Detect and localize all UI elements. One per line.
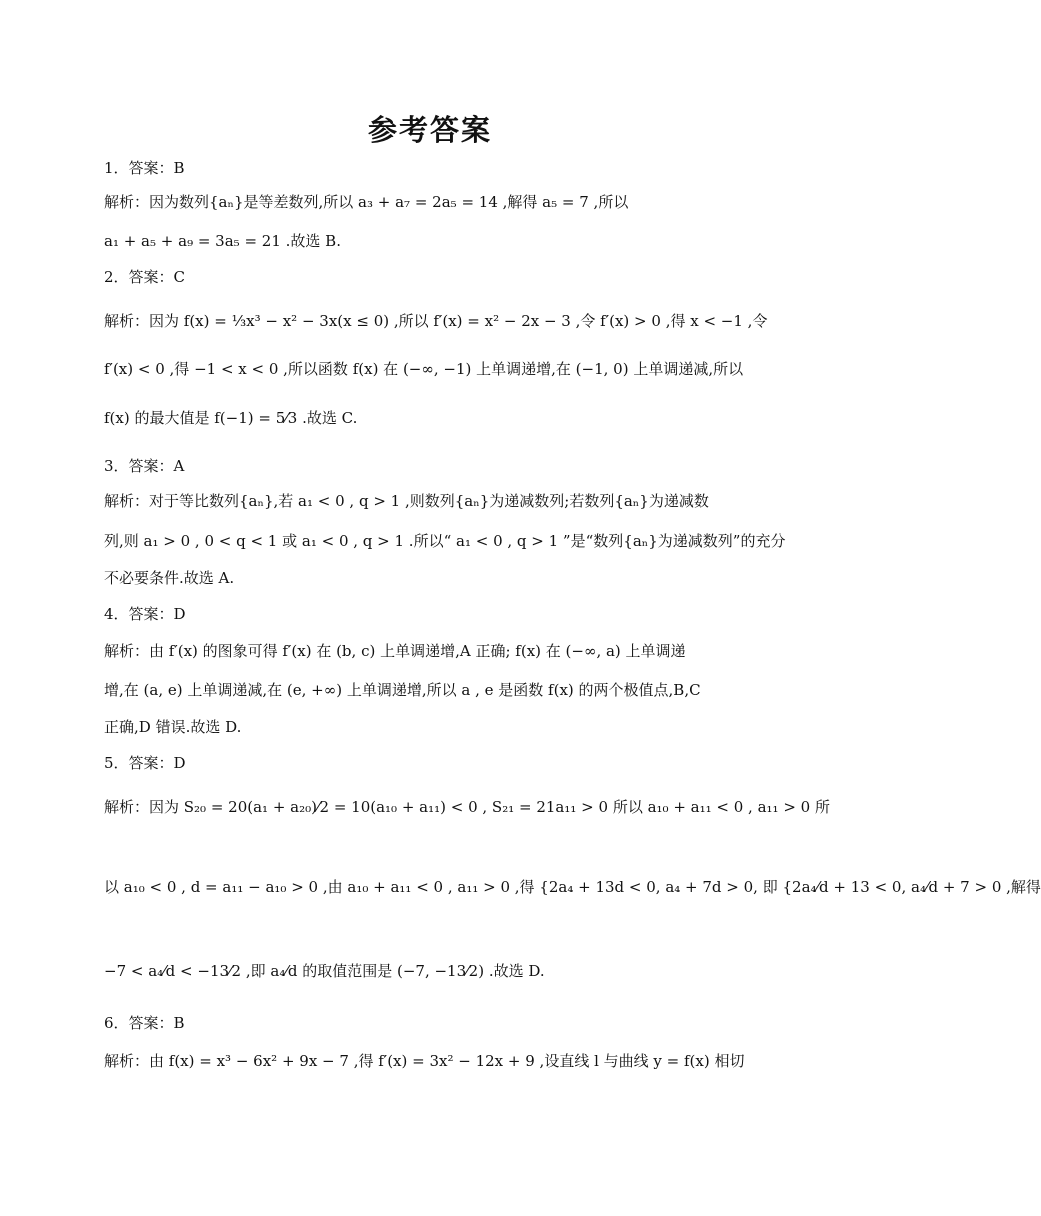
analysis-5-line-1: 解析：因为 S₂₀ = 20(a₁ + a₂₀)⁄2 = 10(a₁₀ + a₁₁) < 0 , S₂₁ = 21a₁₁ > 0 所以 a₁₀ + a₁₁ < 0 , a₁₁ > 0 所 [104, 798, 830, 816]
analysis-4-line-3: 正确,D 错误.故选 D. [104, 718, 242, 736]
page-title: 参考答案 [367, 113, 492, 147]
answer-heading-3: 3．答案：A [104, 457, 185, 475]
answer-heading-2: 2．答案：C [104, 268, 186, 286]
analysis-5-line-2: 以 a₁₀ < 0 , d = a₁₁ − a₁₀ > 0 ,由 a₁₀ + a₁₁ < 0 , a₁₁ > 0 ,得 {2a₄ + 13d < 0, a₄ + 7d > 0, 即 {2a₄⁄d + 13 < 0, a₄⁄d + 7 > 0 ,解得 [104, 878, 1041, 896]
analysis-1-line-1: 解析：因为数列{aₙ}是等差数列,所以 a₃ + a₇ = 2a₅ = 14 ,解得 a₅ = 7 ,所以 [104, 193, 629, 211]
answer-heading-1: 1．答案：B [104, 159, 185, 177]
analysis-6-line-1: 解析：由 f(x) = x³ − 6x² + 9x − 7 ,得 f′(x) = 3x² − 12x + 9 ,设直线 l 与曲线 y = f(x) 相切 [104, 1052, 745, 1070]
analysis-2-line-3: f(x) 的最大值是 f(−1) = 5⁄3 .故选 C. [104, 409, 358, 427]
analysis-3-line-1: 解析：对于等比数列{aₙ},若 a₁ < 0 , q > 1 ,则数列{aₙ}为递减数列;若数列{aₙ}为递减数 [104, 492, 709, 510]
analysis-5-line-3: −7 < a₄⁄d < −13⁄2 ,即 a₄⁄d 的取值范围是 (−7, −13⁄2) .故选 D. [104, 962, 545, 980]
analysis-3-line-2: 列,则 a₁ > 0 , 0 < q < 1 或 a₁ < 0 , q > 1 .所以“ a₁ < 0 , q > 1 ”是“数列{aₙ}为递减数列”的充分 [104, 532, 786, 550]
analysis-2-line-2: f′(x) < 0 ,得 −1 < x < 0 ,所以函数 f(x) 在 (−∞, −1) 上单调递增,在 (−1, 0) 上单调递减,所以 [104, 360, 744, 378]
analysis-1-line-2: a₁ + a₅ + a₉ = 3a₅ = 21 .故选 B. [104, 232, 341, 250]
analysis-2-line-1: 解析：因为 f(x) = ⅓x³ − x² − 3x(x ≤ 0) ,所以 f′(x) = x² − 2x − 3 ,令 f′(x) > 0 ,得 x < −1 ,令 [104, 312, 768, 330]
answer-heading-5: 5．答案：D [104, 754, 186, 772]
answer-heading-6: 6．答案：B [104, 1014, 185, 1032]
analysis-3-line-3: 不必要条件.故选 A. [104, 569, 235, 587]
analysis-4-line-1: 解析：由 f′(x) 的图象可得 f′(x) 在 (b, c) 上单调递增,A 正确; f(x) 在 (−∞, a) 上单调递 [104, 642, 686, 660]
analysis-4-line-2: 增,在 (a, e) 上单调递减,在 (e, +∞) 上单调递增,所以 a , e 是函数 f(x) 的两个极值点,B,C [104, 681, 701, 699]
answer-heading-4: 4．答案：D [104, 605, 186, 623]
